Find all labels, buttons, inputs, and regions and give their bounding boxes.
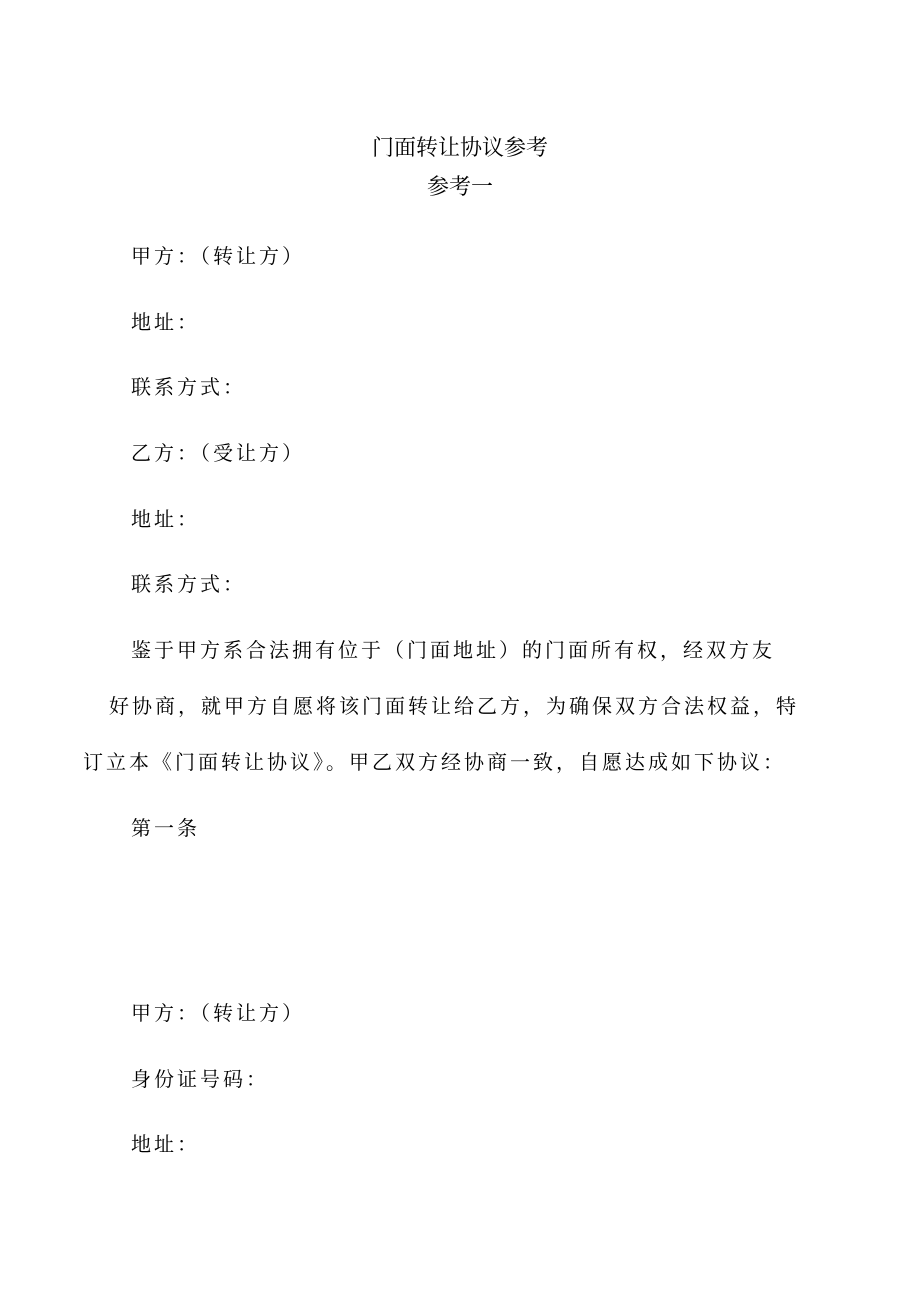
preamble-line-1: 鉴于甲方系合法拥有位于（门面地址）的门面所有权，经双方友 — [131, 638, 775, 662]
party-a-address-label: 地址： — [131, 310, 200, 334]
party-b-address-label: 地址： — [131, 507, 200, 531]
document-title: 门面转让协议参考 — [371, 136, 548, 161]
party-a-label-2: 甲方：（转让方） — [131, 1001, 305, 1025]
preamble-line-3: 订立本《门面转让协议》。甲乙双方经协商一致，自愿达成如下协议： — [83, 750, 786, 774]
party-a-id-label: 身份证号码： — [131, 1067, 269, 1091]
party-b-label: 乙方：（受让方） — [131, 441, 305, 465]
party-b-contact-label: 联系方式： — [131, 572, 246, 596]
party-a-address-label-2: 地址： — [131, 1132, 200, 1156]
preamble-line-2: 好协商，就甲方自愿将该门面转让给乙方，为确保双方合法权益，特 — [109, 694, 799, 718]
document-subtitle: 参考一 — [426, 175, 493, 200]
party-a-contact-label: 联系方式： — [131, 375, 246, 399]
party-a-label: 甲方：（转让方） — [131, 244, 305, 268]
article-1-heading: 第一条 — [131, 816, 200, 840]
